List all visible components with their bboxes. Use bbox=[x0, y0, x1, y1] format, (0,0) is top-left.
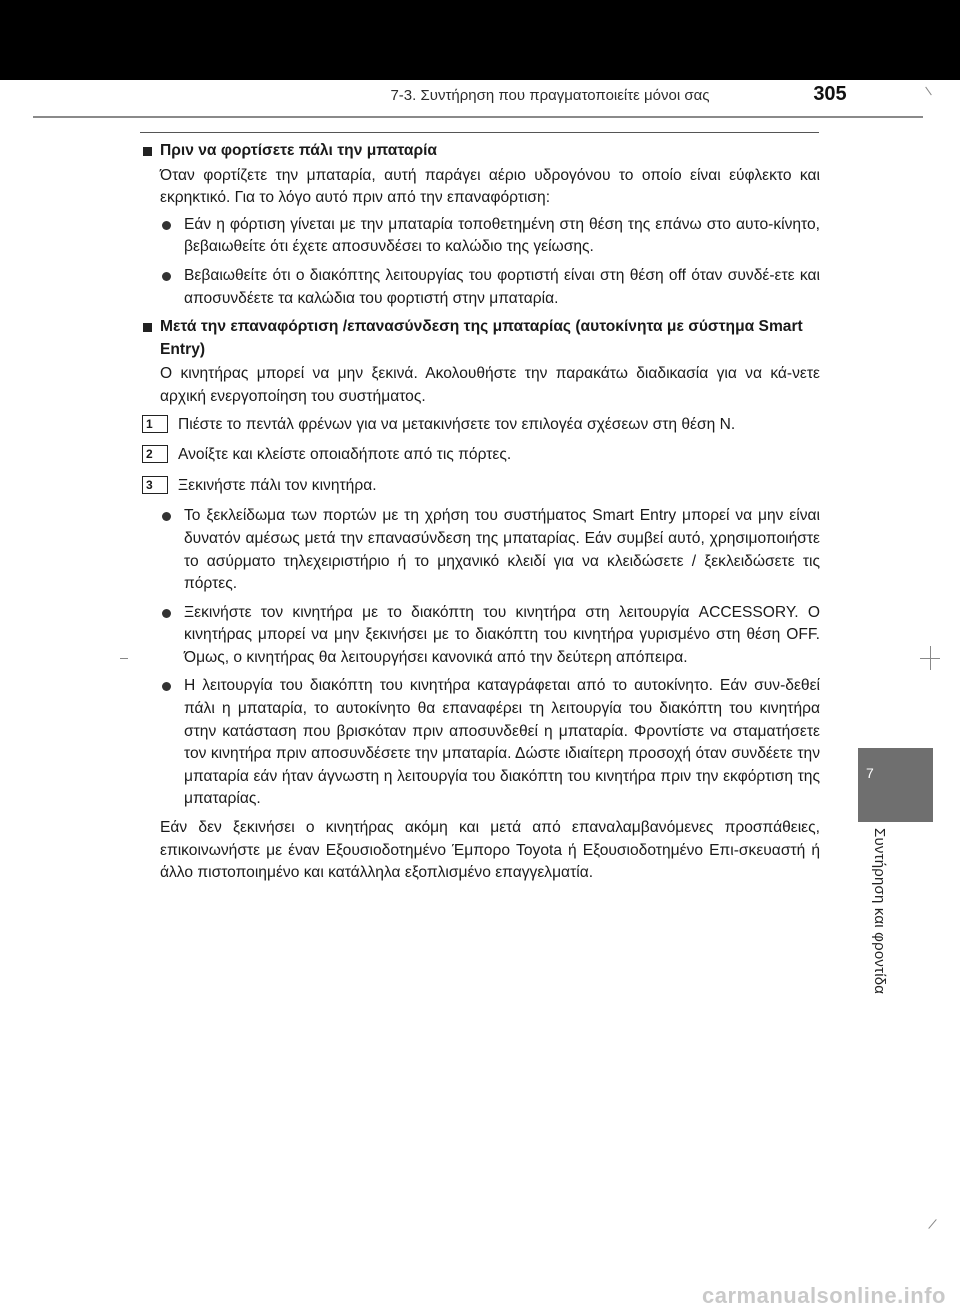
round-bullet-icon bbox=[162, 221, 171, 230]
watermark: carmanualsonline.info bbox=[702, 1283, 946, 1308]
list-item: Η λειτουργία του διακόπτη του κινητήρα καταγράφεται από το αυτοκίνητο. Εάν συν-δεθεί πάλι η μπαταρία, το αυτοκίνητο θα επαναφέρει τη λειτουργία του διακόπτη του κινητήρα στην κατάσταση που βρισκόταν πριν αποσυνδεθεί η μπαταρία. Φροντίστε να σταματήσετε τον κινητήρα πριν αποσυνδέσετε την μπαταρία. Δώστε ιδιαίτερη προσοχή όταν συνδέετε την μπαταρία εάν ήταν άγνωστη η λειτουργία του διακόπτη του κινητήρα πριν την εκφόρτιση της μπαταρίας. bbox=[140, 675, 820, 811]
heading-after-recharging: Μετά την επαναφόρτιση /επανασύνδεση της μπαταρίας (αυτοκίνητα με σύστημα Smart Entry) bbox=[140, 316, 820, 361]
section-title: 7-3. Συντήρηση που πραγματοποιείτε μόνοι σας bbox=[390, 87, 710, 104]
paragraph: Όταν φορτίζετε την μπαταρία, αυτή παράγει αέριο υδρογόνου το οποίο είναι εύφλεκτο και εκρηκτικό. Για το λόγο αυτό πριν από την επαναφόρτιση: bbox=[160, 166, 820, 207]
list-item: Ξεκινήστε τον κινητήρα με το διακόπτη του κινητήρα στη λειτουργία ACCESSORY. Ο κινητήρας μπορεί να μην ξεκινήσει με το διακόπτη του κινητήρα γυρισμένο στη θέση OFF. Όμως, ο κινητήρας θα λειτουργήσει κανονικά από την δεύτερη απόπειρα. bbox=[140, 602, 820, 670]
chapter-label: Συντήρηση και φροντίδα bbox=[871, 828, 888, 995]
round-bullet-icon bbox=[162, 609, 171, 618]
square-bullet-icon bbox=[143, 323, 152, 332]
step-number-box: 1 bbox=[142, 415, 168, 433]
crop-mark bbox=[930, 646, 931, 670]
chapter-number: 7 bbox=[866, 765, 874, 781]
step-item: 1 Πιέστε το πεντάλ φρένων για να μετακινήσετε τον επιλογέα σχέσεων στη θέση N. bbox=[142, 414, 820, 437]
main-content bbox=[140, 140, 820, 889]
top-black-band bbox=[0, 0, 960, 80]
paragraph: Εάν δεν ξεκινήσει ο κινητήρας ακόμη και μετά από επαναλαμβανόμενες προσπάθειες, επικοινωνήστε με έναν Εξουσιοδοτημένο Έμπορο Toyota ή Εξουσιοδοτημένο Επι-σκευαστή ή άλλο πιστοποιημένο και κατάλληλα εξοπλισμένο επαγγελματία. bbox=[160, 819, 820, 882]
content-rule bbox=[140, 132, 819, 133]
chapter-tab bbox=[858, 748, 933, 822]
step-item: 2 Ανοίξτε και κλείστε οποιαδήποτε από τις πόρτες. bbox=[142, 444, 820, 467]
list-item: Βεβαιωθείτε ότι ο διακόπτης λειτουργίας του φορτιστή είναι στη θέση off όταν συνδέ-ετε και αποσυνδέετε τα καλώδια του φορτιστή στην μπαταρία. bbox=[140, 265, 820, 310]
step-number-box: 3 bbox=[142, 476, 168, 494]
list-item: Το ξεκλείδωμα των πορτών με τη χρήση του συστήματος Smart Entry μπορεί να μην είναι δυνατόν αμέσως μετά την επανασύνδεση της μπαταρίας. Εάν συμβεί αυτό, χρησιμοποιήστε το ασύρματο τηλεχειριστήριο ή το μηχανικό κλειδί για να κλειδώσετε / ξεκλειδώσετε τις πόρτες. bbox=[140, 505, 820, 595]
header-rule bbox=[33, 116, 923, 118]
round-bullet-icon bbox=[162, 272, 171, 281]
round-bullet-icon bbox=[162, 682, 171, 691]
crop-mark bbox=[120, 658, 128, 659]
step-number-box: 2 bbox=[142, 445, 168, 463]
crop-mark bbox=[925, 87, 932, 96]
square-bullet-icon bbox=[143, 147, 152, 156]
paragraph: Ο κινητήρας μπορεί να μην ξεκινά. Ακολουθήστε την παρακάτω διαδικασία για να κά-νετε αρχική ενεργοποίηση του συστήματος. bbox=[160, 365, 820, 405]
page-number: 305 bbox=[813, 83, 847, 105]
round-bullet-icon bbox=[162, 512, 171, 521]
crop-mark bbox=[928, 1219, 936, 1229]
heading-before-charging: Πριν να φορτίσετε πάλι την μπαταρία bbox=[140, 140, 820, 163]
list-item: Εάν η φόρτιση γίνεται με την μπαταρία τοποθετημένη στη θέση της επάνω στο αυτο-κίνητο, βεβαιωθείτε ότι έχετε αποσυνδέσει το καλώδιο της γείωσης. bbox=[140, 214, 820, 259]
step-item: 3 Ξεκινήστε πάλι τον κινητήρα. bbox=[142, 475, 820, 498]
